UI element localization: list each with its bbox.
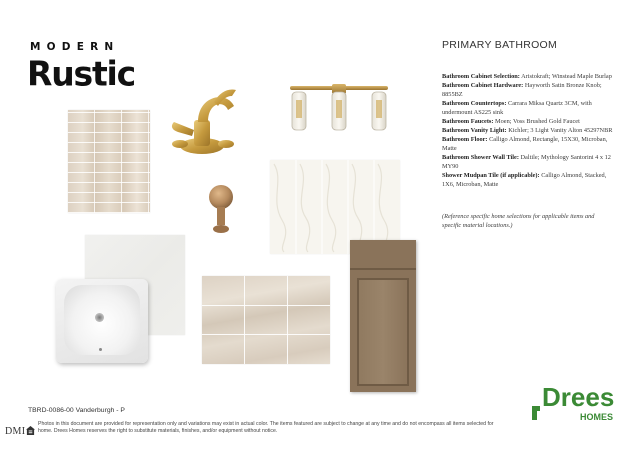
document-code: TBRD-0086-00 Vanderburgh - P <box>28 407 125 414</box>
spec-item <box>442 99 614 117</box>
disclaimer-text: Photos in this document are provided for representation only and variations may exist in actual color. The items featured are subject to change at any time and do not encompass all items selected for home. Drees Homes reserves the right to substitute materials, finishes, and/or equipment without notice. <box>38 421 494 434</box>
spec-value: Calligo Almond, Rectangle, 15X30, Microban, Matte <box>442 136 608 152</box>
sink-overflow <box>99 348 102 351</box>
spec-label: Bathroom Vanity Light: <box>442 127 507 134</box>
mudpan-tile-swatch <box>68 110 150 213</box>
spec-item <box>442 72 614 81</box>
spec-label: Bathroom Shower Wall Tile: <box>442 154 519 161</box>
vanity-light-icon <box>284 82 394 134</box>
spec-value: Daltile; Mythology Santorini 4 x 12 MY90 <box>442 154 611 170</box>
spec-label: Bathroom Cabinet Selection: <box>442 73 520 80</box>
spec-item <box>442 81 614 99</box>
bathroom-floor-swatch <box>202 276 330 364</box>
spec-label: Bathroom Floor: <box>442 136 488 143</box>
drees-homes-logo <box>532 380 622 426</box>
spec-item <box>442 135 614 153</box>
spec-value: Calligo Almond, Stacked, 1X6, Microban, Matte <box>442 172 607 188</box>
spec-value: Moen; Voss Brushed Gold Faucet <box>493 118 580 125</box>
spec-label: Shower Mudpan Tile (if applicable): <box>442 172 540 179</box>
spec-item <box>442 117 614 126</box>
spec-label: Bathroom Faucets: <box>442 118 494 125</box>
brand-line-modern: MODERN <box>30 41 120 53</box>
spec-item <box>442 153 614 171</box>
reference-note: (Reference specific home selections for applicable items and specific material locations.) <box>442 213 595 229</box>
spec-value: Hayworth Satin Bronze Knob; 8855BZ <box>442 82 602 98</box>
section-title: PRIMARY BATHROOM <box>442 39 558 51</box>
cabinet-door-panel <box>357 278 409 386</box>
spec-list <box>442 72 614 189</box>
dmi-logo: DMI <box>5 426 26 437</box>
cabinet-drawer-divider <box>350 268 416 270</box>
bronze-knob-icon <box>206 183 236 239</box>
spec-value: Kichler; 3 Light Vanity Alton 45297NBR <box>506 127 613 134</box>
sink-drain <box>95 313 104 322</box>
spec-value: Aristokraft; Winstead Maple Burlap <box>519 73 612 80</box>
spec-item <box>442 126 614 135</box>
spec-label: Bathroom Countertops: <box>442 100 507 107</box>
spec-label: Bathroom Cabinet Hardware: <box>442 82 524 89</box>
brand-line-rustic: Rustic <box>27 54 135 94</box>
gold-faucet-icon <box>168 86 250 158</box>
spec-item <box>442 171 614 189</box>
equal-housing-icon <box>26 426 35 435</box>
drees-logo-name: Drees <box>542 382 615 412</box>
drees-logo-sub: HOMES <box>580 412 614 422</box>
spec-value: Carrara Miksa Quartz 3CM, with undermount AS225 sink <box>442 100 592 116</box>
